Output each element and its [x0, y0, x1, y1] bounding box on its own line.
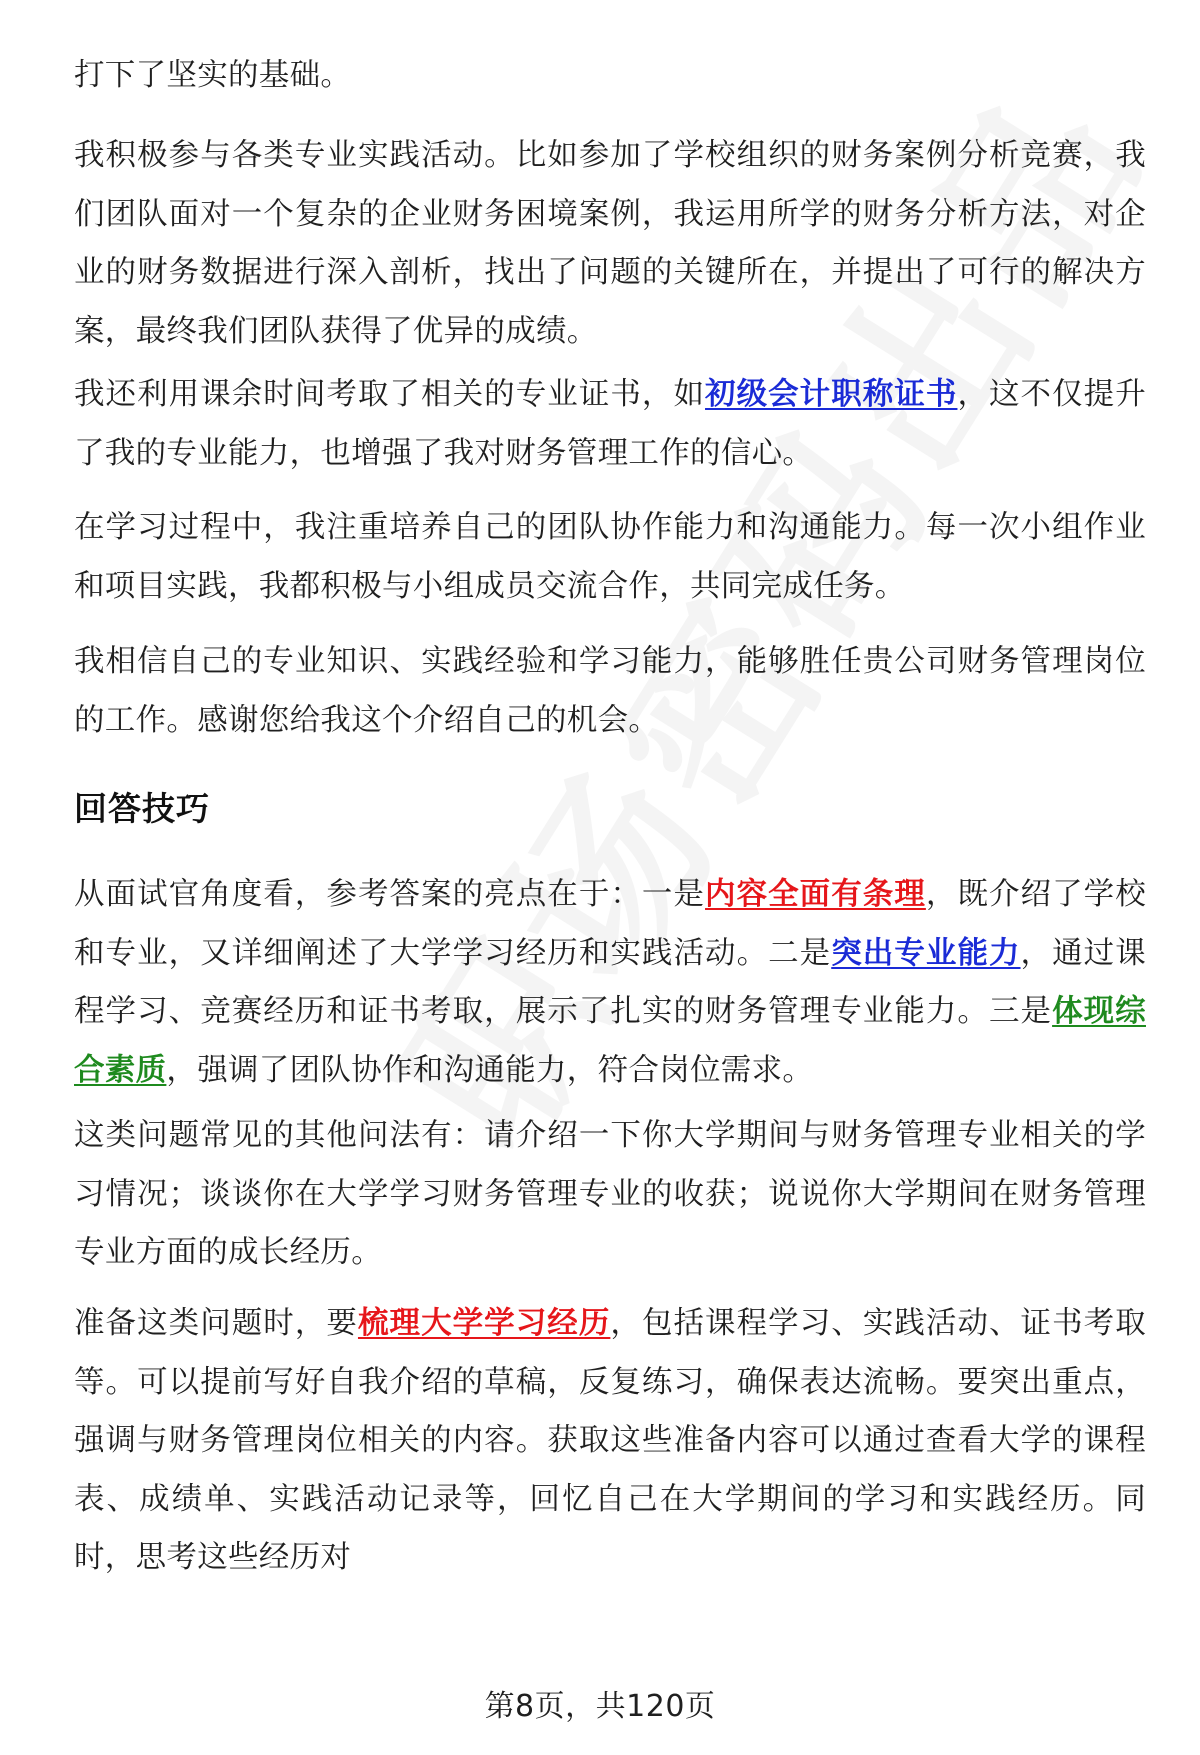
paragraph-variants: 这类问题常见的其他问法有：请介绍一下你大学期间与财务管理专业相关的学习情况；谈谈你在大学学习财务管理专业的收获；说说你大学期间在财务管理专业方面的成长经历。	[74, 1118, 1146, 1270]
section-title: 回答技巧	[74, 789, 210, 828]
paragraph-closing: 我相信自己的专业知识、实践经验和学习能力，能够胜任贵公司财务管理岗位的工作。感谢您给我这个介绍自己的机会。	[74, 644, 1146, 738]
highlights-text-c: ，通过课程学习、竞赛经历和证书考取，展示了扎实的财务管理专业能力。三是	[74, 935, 1146, 1029]
highlight-certificate: 初级会计职称证书	[705, 377, 958, 412]
paragraph-practice: 我积极参与各类专业实践活动。比如参加了学校组织的财务案例分析竞赛，我们团队面对一个复杂的企业财务困境案例，我运用所学的财务分析方法，对企业的财务数据进行深入剖析，找出了问题的关键所在，并提出了可行的解决方案，最终我们团队获得了优异的成绩。	[74, 138, 1146, 349]
preparation-text-a: 准备这类问题时，要	[74, 1306, 358, 1341]
paragraph-continuation: 打下了坚实的基础。	[74, 58, 352, 93]
highlights-text-b: ，既介绍了学校和专业，又详细阐述了大学学习经历和实践活动。二是	[74, 877, 1146, 971]
paragraph-teamwork: 在学习过程中，我注重培养自己的团队协作能力和沟通能力。每一次小组作业和项目实践，我都积极与小组成员交流合作，共同完成任务。	[74, 510, 1146, 604]
highlights-text-d: ，强调了团队协作和沟通能力，符合岗位需求。	[166, 1052, 814, 1088]
highlight-review: 梳理大学学习经历	[357, 1306, 611, 1341]
certificate-text-b: ，这不仅提升了我的专业能力，也增强了我对财务管理工作的信心。	[74, 377, 1147, 471]
paragraph-preparation	[74, 1295, 1146, 1588]
highlights-text-a: 从面试官角度看，参考答案的亮点在于：一是	[74, 877, 706, 912]
certificate-text-a: 我还利用课余时间考取了相关的专业证书，如	[74, 377, 706, 412]
page-number: 第8页，共120页	[484, 1689, 716, 1724]
highlight-professional: 突出专业能力	[831, 935, 1021, 971]
highlight-comprehensive: 内容全面有条理	[705, 877, 926, 912]
paragraph-certificate	[74, 366, 1146, 483]
paragraph-highlights	[74, 866, 1146, 1100]
preparation-text-b: ，包括课程学习、实践活动、证书考取等。可以提前写好自我介绍的草稿，反复练习，确保表达流畅。要突出重点，强调与财务管理岗位相关的内容。获取这些准备内容可以通过查看大学的课程表、成绩单、实践活动记录等，回忆自己在大学期间的学习和实践经历。同时，思考这些经历对	[74, 1306, 1147, 1575]
highlight-quality: 体现综合素质	[74, 994, 1146, 1088]
